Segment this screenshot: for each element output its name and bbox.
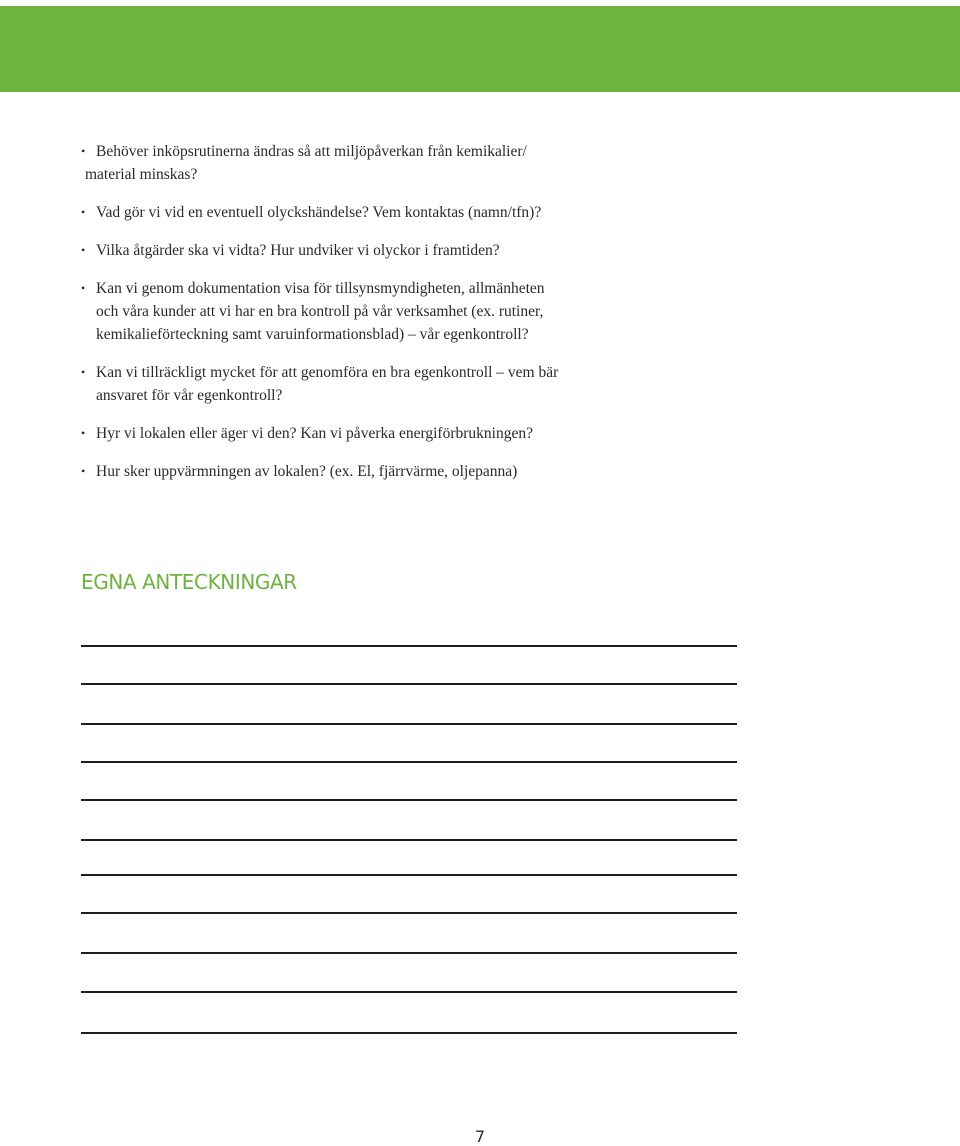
- note-line: [81, 683, 737, 685]
- bullet-icon: •: [81, 464, 86, 478]
- note-line: [81, 839, 737, 841]
- list-item-text: ansvaret för vår egenkontroll?: [96, 387, 283, 404]
- note-line: [81, 761, 737, 763]
- list-item: [81, 460, 701, 483]
- note-line: [81, 952, 737, 954]
- bullet-icon: •: [81, 144, 86, 158]
- list-item-text: Behöver inköpsrutinerna ändras så att miljöpåverkan från kemikalier/: [96, 143, 527, 160]
- note-line: [81, 645, 737, 647]
- list-item: [81, 422, 701, 445]
- bullet-icon: •: [81, 426, 86, 440]
- notes-heading: EGNA ANTECKNINGAR: [81, 570, 297, 594]
- list-item-text: Kan vi genom dokumentation visa för tillsynsmyndigheten, allmänheten: [96, 280, 545, 297]
- note-line: [81, 799, 737, 801]
- note-line: [81, 912, 737, 914]
- list-item-text: material minskas?: [85, 166, 198, 183]
- note-line: [81, 991, 737, 993]
- note-line: [81, 723, 737, 725]
- bullet-icon: •: [81, 281, 86, 295]
- list-item-text: kemikalieförteckning samt varuinformationsblad) – vår egenkontroll?: [96, 326, 529, 343]
- bullet-icon: •: [81, 205, 86, 219]
- list-item-text: Hyr vi lokalen eller äger vi den? Kan vi påverka energiförbrukningen?: [96, 425, 533, 442]
- bullet-icon: •: [81, 365, 86, 379]
- list-item-text: och våra kunder att vi har en bra kontroll på vår verksamhet (ex. rutiner,: [96, 303, 544, 320]
- header-color-band: [0, 6, 960, 92]
- list-item-text: Kan vi tillräckligt mycket för att genomföra en bra egenkontroll – vem bär: [96, 364, 559, 381]
- note-line: [81, 1032, 737, 1034]
- page-number: 7: [474, 1127, 486, 1146]
- bullet-icon: •: [81, 243, 86, 257]
- note-line: [81, 874, 737, 876]
- list-item: [81, 361, 701, 407]
- question-section: [81, 140, 701, 498]
- list-item: [81, 277, 701, 346]
- list-item: [81, 201, 701, 224]
- question-list: [81, 140, 701, 483]
- list-item-text: Vilka åtgärder ska vi vidta? Hur undviker vi olyckor i framtiden?: [96, 242, 500, 259]
- list-item-text: Vad gör vi vid en eventuell olyckshändelse? Vem kontaktas (namn/tfn)?: [96, 204, 542, 221]
- list-item: [81, 239, 701, 262]
- list-item: [81, 140, 701, 186]
- list-item-text: Hur sker uppvärmningen av lokalen? (ex. El, fjärrvärme, oljepanna): [96, 463, 518, 480]
